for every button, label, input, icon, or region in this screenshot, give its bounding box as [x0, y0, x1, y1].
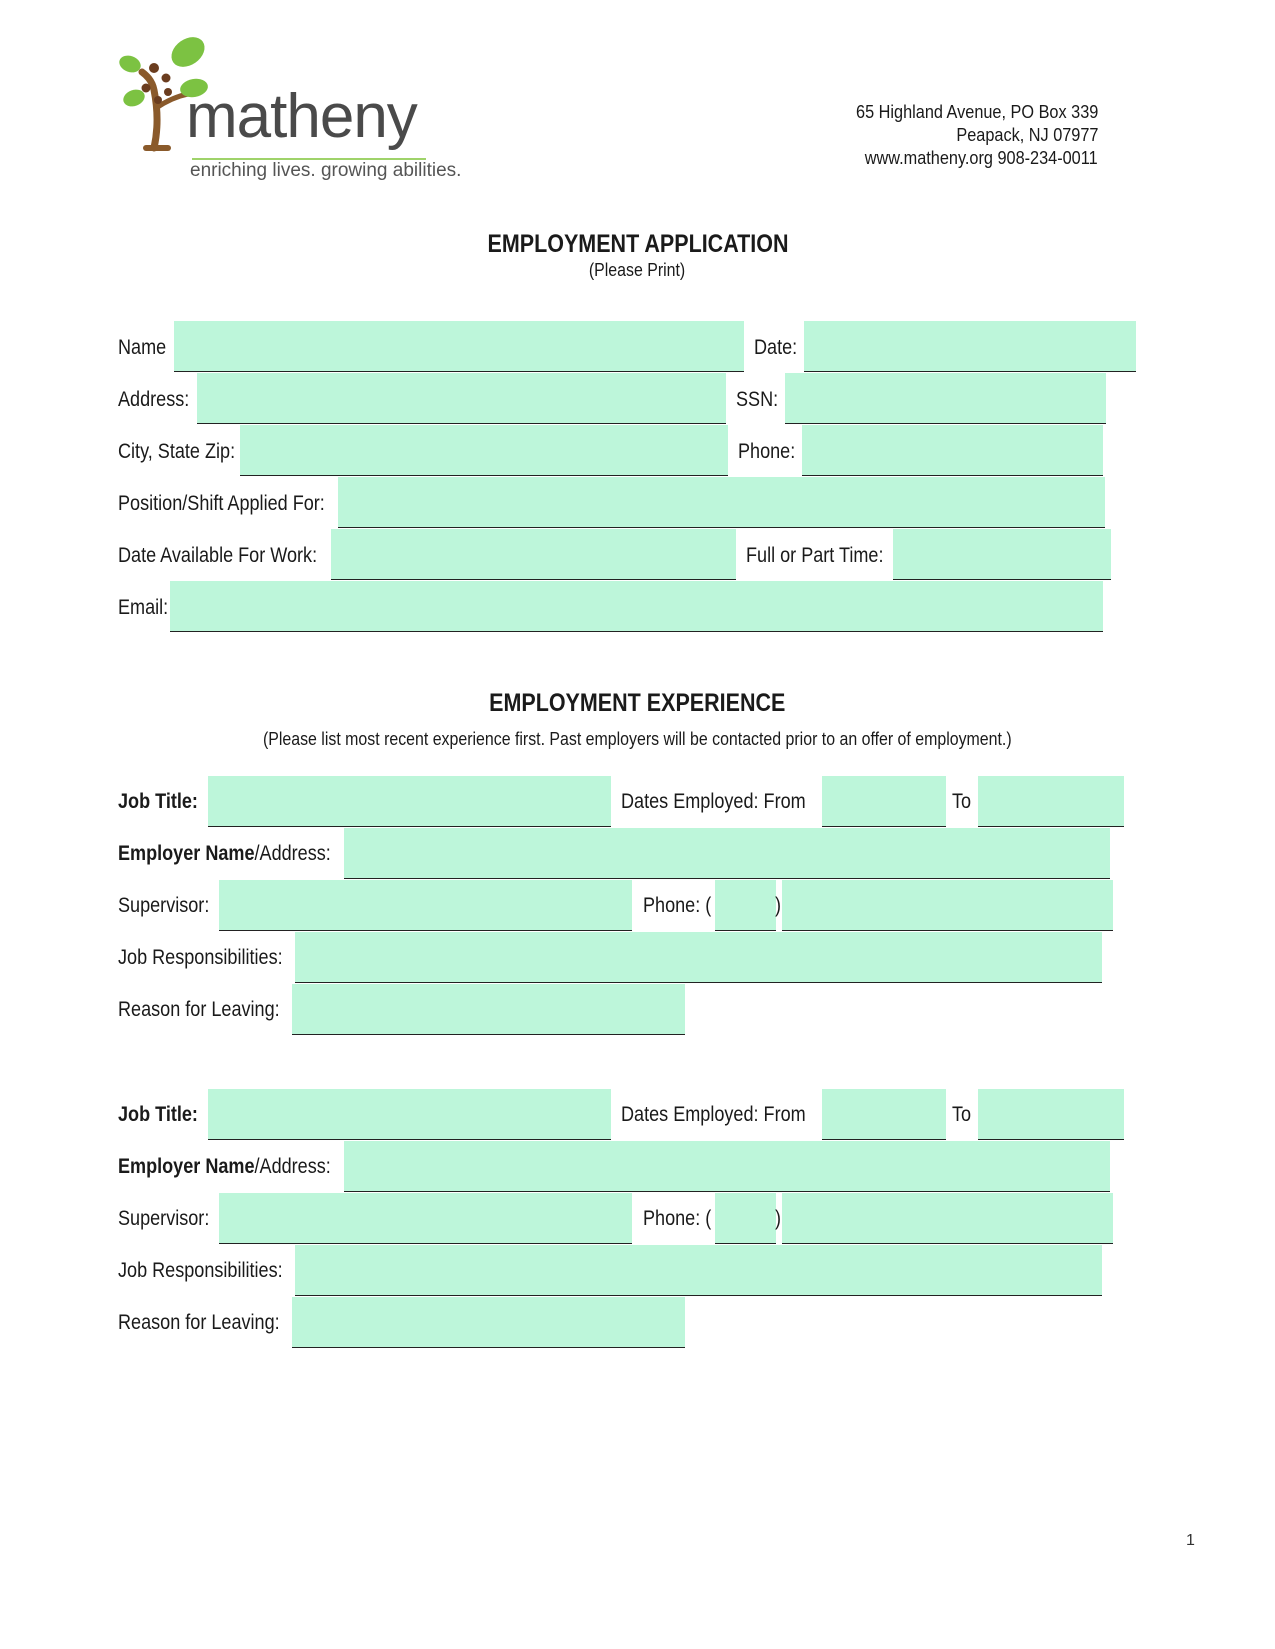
phone-label: Phone: ( [643, 1207, 712, 1230]
page-number: 1 [1186, 1532, 1195, 1549]
supervisor-field[interactable] [219, 880, 632, 931]
responsibilities-field[interactable] [295, 1245, 1102, 1296]
date-field[interactable] [804, 321, 1136, 372]
supervisor-field[interactable] [219, 1193, 632, 1244]
area-code-field[interactable] [715, 880, 776, 931]
brand-tagline: enriching lives. growing abilities. [190, 160, 462, 181]
date-available-field[interactable] [331, 529, 736, 580]
phone-field[interactable] [802, 425, 1103, 476]
phone-number-field[interactable] [782, 1193, 1113, 1244]
reason-field[interactable] [292, 1297, 685, 1348]
experience-note: (Please list most recent experience first. Past employers will be contacted prior to an offer of employment.) [263, 728, 1012, 749]
from-date-field[interactable] [822, 1089, 946, 1140]
position-label: Position/Shift Applied For: [118, 492, 325, 515]
address-line-3: www.matheny.org 908-234-0011 [865, 147, 1098, 168]
address-line-2: Peapack, NJ 07977 [955, 124, 1098, 145]
area-code-field[interactable] [715, 1193, 776, 1244]
job-title-field[interactable] [208, 1089, 611, 1140]
responsibilities-label: Job Responsibilities: [118, 1259, 283, 1282]
position-field[interactable] [338, 477, 1105, 528]
responsibilities-field[interactable] [295, 932, 1102, 983]
email-label: Email: [118, 596, 169, 619]
job-title-field[interactable] [208, 776, 611, 827]
ssn-label: SSN: [736, 388, 779, 411]
reason-field[interactable] [292, 984, 685, 1035]
logo [116, 30, 496, 190]
supervisor-label: Supervisor: [118, 1207, 210, 1230]
brand-name: matheny [186, 82, 417, 151]
job-title-label: Job Title: [118, 790, 198, 813]
to-label: To [952, 1103, 972, 1126]
full-part-time-label: Full or Part Time: [746, 544, 884, 567]
full-part-time-field[interactable] [893, 529, 1111, 580]
supervisor-label: Supervisor: [118, 894, 210, 917]
city-state-zip-label: City, State Zip: [118, 440, 236, 463]
dates-employed-label: Dates Employed: From [621, 790, 806, 813]
employer-field[interactable] [344, 1141, 1110, 1192]
ssn-field[interactable] [785, 373, 1106, 424]
address-line-1: 65 Highland Avenue, PO Box 339 [855, 101, 1098, 122]
page-title: EMPLOYMENT APPLICATION [487, 230, 788, 258]
name-field[interactable] [174, 321, 744, 372]
date-label: Date: [754, 336, 798, 359]
to-date-field[interactable] [978, 776, 1124, 827]
phone-label: Phone: [738, 440, 796, 463]
employer-label: Employer Name/Address: [118, 1155, 331, 1178]
date-available-label: Date Available For Work: [118, 544, 318, 567]
experience-title: EMPLOYMENT EXPERIENCE [489, 689, 786, 717]
job-title-label: Job Title: [118, 1103, 198, 1126]
city-state-zip-field[interactable] [240, 425, 728, 476]
phone-paren: ) [775, 1207, 782, 1230]
address-label: Address: [118, 388, 190, 411]
from-date-field[interactable] [822, 776, 946, 827]
reason-label: Reason for Leaving: [118, 1311, 280, 1334]
phone-label: Phone: ( [643, 894, 712, 917]
address-field[interactable] [197, 373, 726, 424]
page-subtitle: (Please Print) [589, 259, 686, 280]
email-field[interactable] [170, 581, 1103, 632]
to-date-field[interactable] [978, 1089, 1124, 1140]
employer-label: Employer Name/Address: [118, 842, 331, 865]
phone-number-field[interactable] [782, 880, 1113, 931]
dates-employed-label: Dates Employed: From [621, 1103, 806, 1126]
name-label: Name [118, 336, 167, 359]
responsibilities-label: Job Responsibilities: [118, 946, 283, 969]
employer-field[interactable] [344, 828, 1110, 879]
reason-label: Reason for Leaving: [118, 998, 280, 1021]
phone-paren: ) [775, 894, 782, 917]
to-label: To [952, 790, 972, 813]
